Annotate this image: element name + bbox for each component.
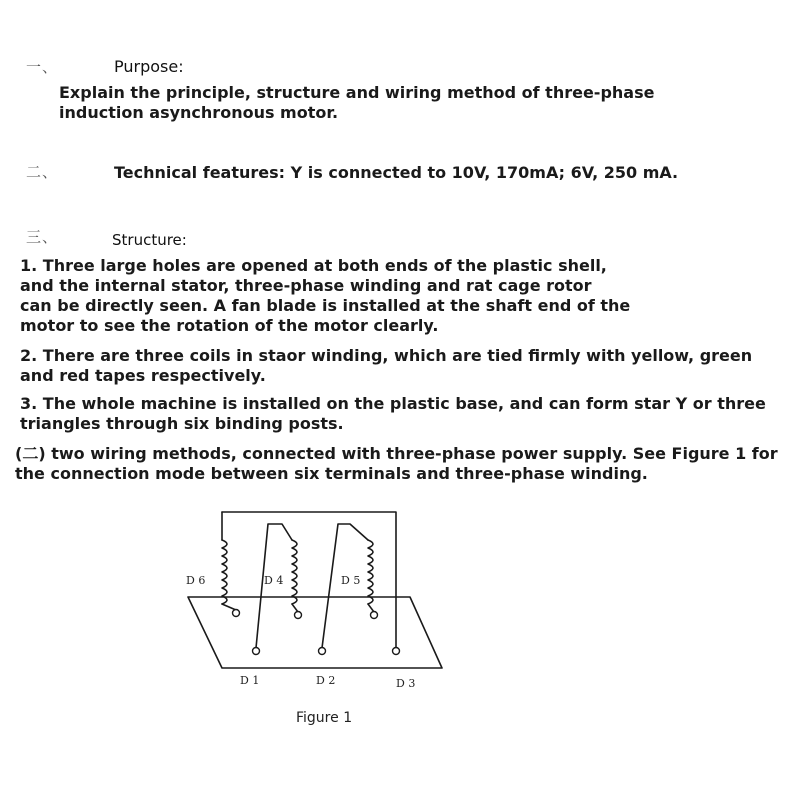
terminal-label-d1: D 1 [240, 674, 260, 687]
coil-2-winding [292, 540, 297, 604]
section-1-number-mark: 一、 [26, 58, 59, 76]
structure-item-1-line-2: and the internal stator, three-phase winding and rat cage rotor [20, 276, 592, 295]
wiring-line-1: (二) two wiring methods, connected with three-phase power supply. See Figure 1 for [15, 444, 778, 463]
structure-item-2-line-1: 2. There are three coils in staor winding, which are tied firmly with yellow, green [20, 346, 753, 365]
terminal-board [188, 597, 442, 668]
section-1-heading: Purpose: [114, 57, 184, 76]
terminal-label-d6: D 6 [186, 574, 206, 587]
terminal-post-d3 [393, 648, 400, 655]
terminal-label-d4: D 4 [264, 574, 284, 587]
terminal-post-d5 [371, 612, 378, 619]
terminal-post-d6 [233, 610, 240, 617]
technical-features-text: Technical features: Y is connected to 10V, 170mA; 6V, 250 mA. [114, 163, 679, 182]
purpose-line-2: induction asynchronous motor. [59, 103, 339, 122]
structure-item-2-line-2: and red tapes respectively. [20, 366, 266, 385]
terminal-post-d1 [253, 648, 260, 655]
terminal-label-d2: D 2 [316, 674, 336, 687]
terminal-post-d2 [319, 648, 326, 655]
section-2-number-mark: 二、 [26, 163, 59, 181]
structure-item-1-line-1: 1. Three large holes are opened at both ends of the plastic shell, [20, 256, 607, 275]
structure-item-3-line-2: triangles through six binding posts. [20, 414, 344, 433]
structure-item-3-line-1: 3. The whole machine is installed on the plastic base, and can form star Y or three [20, 394, 766, 413]
terminal-post-d4 [295, 612, 302, 619]
terminal-label-d3: D 3 [396, 677, 416, 690]
coil-2-tail [292, 604, 298, 612]
section-3-number-mark: 三、 [26, 228, 59, 246]
structure-item-1-line-4: motor to see the rotation of the motor clearly. [20, 316, 439, 335]
section-3-heading: Structure: [112, 231, 187, 249]
terminal-label-d5: D 5 [341, 574, 361, 587]
coil-1-tail [222, 604, 236, 610]
coil-3-winding [368, 540, 373, 604]
purpose-line-1: Explain the principle, structure and wiring method of three-phase [59, 83, 655, 102]
coil-3-tail [368, 604, 374, 612]
wiring-line-2: the connection mode between six terminals and three-phase winding. [15, 464, 648, 483]
figure-caption: Figure 1 [296, 710, 353, 726]
structure-item-1-line-3: can be directly seen. A fan blade is installed at the shaft end of the [20, 296, 631, 315]
coil-1-winding [222, 540, 227, 604]
